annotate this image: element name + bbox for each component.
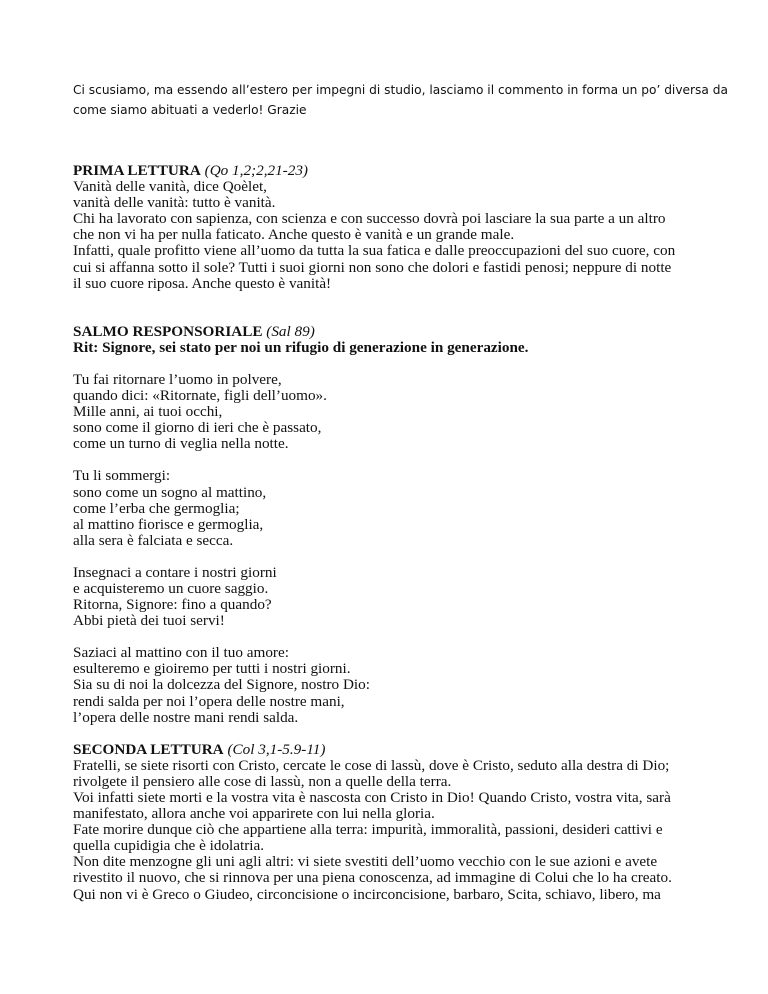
- section-title: SALMO RESPONSORIALE: [73, 322, 263, 340]
- text-line: cui si affanna sotto il sole? Tutti i suoi giorni non sono che dolori e fastidi penosi; neppure di notte: [73, 258, 672, 276]
- section-reference: (Qo 1,2;2,21-23): [204, 162, 308, 179]
- text-line: Vanità delle vanità, dice Qoèlet,: [73, 178, 267, 196]
- verse-line: esulteremo e gioiremo per tutti i nostri giorni.: [73, 660, 351, 678]
- seconda-lettura-section: [73, 742, 703, 903]
- salmo-section: [73, 324, 703, 726]
- section-heading: [73, 163, 703, 179]
- verse-line: Sia su di noi la dolcezza del Signore, nostro Dio:: [73, 676, 370, 694]
- verse-line: rendi salda per noi l’opera delle nostre mani,: [73, 692, 345, 710]
- verse-line: alla sera è falciata e secca.: [73, 531, 234, 549]
- verse-line: l’opera delle nostre mani rendi salda.: [73, 708, 299, 726]
- apology-note: [73, 80, 728, 120]
- section-title: PRIMA LETTURA: [73, 162, 201, 179]
- psalm-stanza: [73, 468, 703, 548]
- text-line: Qui non vi è Greco o Giudeo, circoncisione o incirconcisione, barbaro, Scita, schiavo, libero, ma: [73, 885, 661, 903]
- psalm-stanza: [73, 372, 703, 452]
- text-line: Voi infatti siete morti e la vostra vita è nascosta con Cristo in Dio! Quando Cristo, vostra vita, sarà: [73, 789, 671, 806]
- verse-line: Abbi pietà dei tuoi servi!: [73, 612, 225, 630]
- section-reference: (Sal 89): [266, 322, 315, 340]
- verse-line: al mattino fiorisce e germoglia,: [73, 515, 264, 533]
- text-line: Fratelli, se siete risorti con Cristo, cercate le cose di lassù, dove è Cristo, seduto alla destra di Dio;: [73, 756, 670, 774]
- verse-line: Tu fai ritornare l’uomo in polvere,: [73, 370, 282, 388]
- text-line: rivestito il nuovo, che si rinnova per una piena conoscenza, ad immagine di Colui che lo ha creato.: [73, 869, 672, 887]
- verse-line: Saziaci al mattino con il tuo amore:: [73, 644, 289, 662]
- verse-line: Insegnaci a contare i nostri giorni: [73, 563, 277, 581]
- verse-line: come un turno di veglia nella notte.: [73, 435, 289, 453]
- text-line: rivolgete il pensiero alle cose di lassù, non a quelle della terra.: [73, 772, 452, 790]
- section-heading: [73, 324, 703, 340]
- text-line: il suo cuore riposa. Anche questo è vanità!: [73, 274, 332, 292]
- verse-line: Ritorna, Signore: fino a quando?: [73, 596, 272, 614]
- verse-line: sono come un sogno al mattino,: [73, 483, 267, 501]
- psalm-refrain: Rit: Signore, sei stato per noi un rifugio di generazione in generazione.: [73, 338, 529, 356]
- psalm-stanza: [73, 565, 703, 629]
- text-line: Chi ha lavorato con sapienza, con scienza e con successo dovrà poi lasciare la sua parte a un altro: [73, 210, 666, 228]
- verse-line: Tu li sommergi:: [73, 467, 171, 485]
- section-heading: [73, 742, 703, 758]
- text-line: che non vi ha per nulla faticato. Anche questo è vanità e un grande male.: [73, 226, 515, 244]
- verse-line: quando dici: «Ritornate, figli dell’uomo».: [73, 387, 327, 405]
- verse-line: e acquisteremo un cuore saggio.: [73, 579, 269, 597]
- section-reference: (Col 3,1-5.9-11): [227, 740, 326, 758]
- note-line: Ci scusiamo, ma essendo all’estero per impegni di studio, lasciamo il commento in forma un po’ diversa da: [73, 83, 728, 97]
- psalm-stanza: [73, 645, 703, 725]
- text-line: manifestato, allora anche voi apparirete con lui nella gloria.: [73, 805, 435, 823]
- text-line: Infatti, quale profitto viene all’uomo da tutta la sua fatica e dalle preoccupazioni del suo cuore, con: [73, 242, 676, 260]
- text-line: vanità delle vanità: tutto è vanità.: [73, 194, 276, 212]
- section-title: SECONDA LETTURA: [73, 740, 224, 758]
- text-line: quella cupidigia che è idolatria.: [73, 837, 265, 855]
- verse-line: Mille anni, ai tuoi occhi,: [73, 403, 223, 421]
- text-line: Non dite menzogne gli uni agli altri: vi siete svestiti dell’uomo vecchio con le sue azioni e avete: [73, 853, 658, 871]
- verse-line: come l’erba che germoglia;: [73, 499, 240, 517]
- readings: [73, 163, 703, 903]
- prima-lettura-section: [73, 163, 703, 292]
- note-line: come siamo abituati a vederlo! Grazie: [73, 103, 307, 117]
- verse-line: sono come il giorno di ieri che è passato,: [73, 419, 322, 437]
- text-line: Fate morire dunque ciò che appartiene alla terra: impurità, immoralità, passioni, desideri cattivi e: [73, 821, 663, 839]
